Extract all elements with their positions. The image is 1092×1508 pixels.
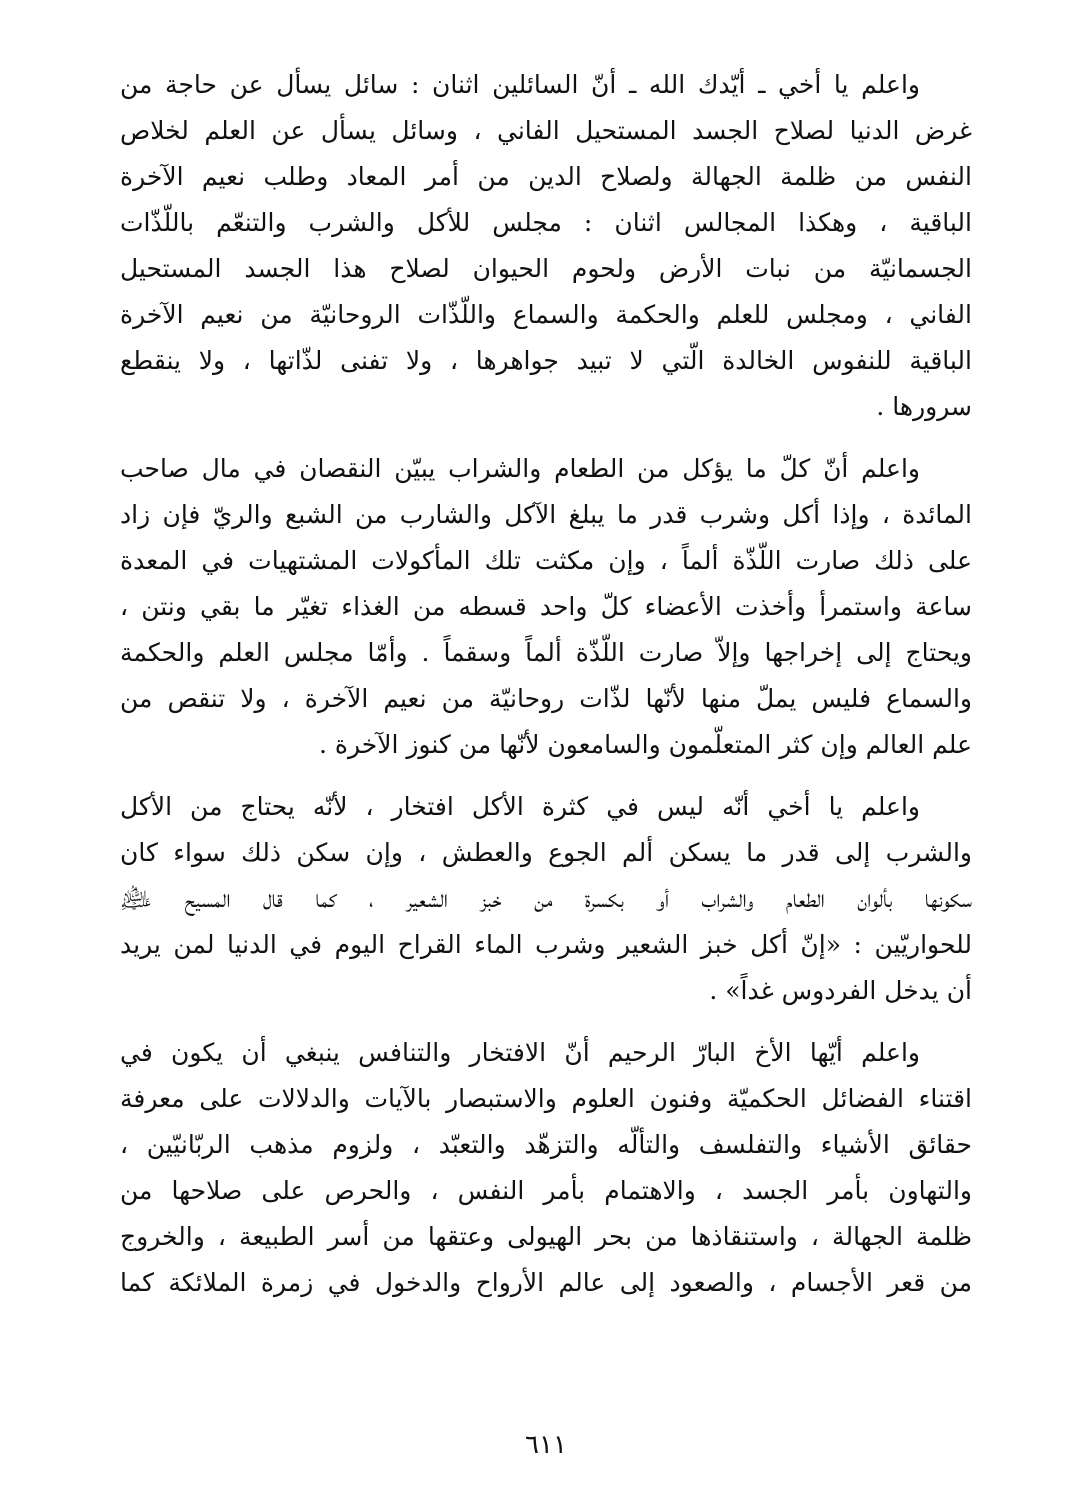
text-line: والشرب إلى قدر ما يسكن ألم الجوع والعطش ، وإن سكن ذلك سواء كان bbox=[120, 838, 972, 867]
text-line: ظلمة الجهالة ، واستنقاذها من بحر الهيولى وعتقها من أسر الطبيعة ، والخروج bbox=[120, 1222, 972, 1251]
paragraph bbox=[120, 784, 972, 1014]
text-line: للحواريّين : «إنّ أكل خبز الشعير وشرب الماء القراح اليوم في الدنيا لمن يريد bbox=[120, 930, 972, 959]
text-line: من قعر الأجسام ، والصعود إلى عالم الأرواح والدخول في زمرة الملائكة كما bbox=[120, 1268, 972, 1297]
text-line: غرض الدنيا لصلاح الجسد المستحيل الفاني ، وسائل يسأل عن العلم لخلاص bbox=[120, 116, 972, 145]
text-line: سرورها . bbox=[876, 392, 972, 421]
text-line: على ذلك صارت اللّذّة ألماً ، وإن مكثت تلك المأكولات المشتهيات في المعدة bbox=[120, 546, 972, 575]
text-line: علم العالم وإن كثر المتعلّمون والسامعون لأنّها من كنوز الآخرة . bbox=[318, 730, 972, 759]
paragraph bbox=[120, 446, 972, 768]
text-line: والسماع فليس يملّ منها لأنّها لذّات روحانيّة من نعيم الآخرة ، ولا تنقص من bbox=[120, 684, 972, 713]
text-line: الباقية ، وهكذا المجالس اثنان : مجلس للأكل والشرب والتنعّم باللّذّات bbox=[120, 208, 972, 237]
text-line: النفس من ظلمة الجهالة ولصلاح الدين من أمر المعاد وطلب نعيم الآخرة bbox=[120, 162, 972, 191]
paragraph bbox=[120, 1030, 972, 1306]
text-line: واعلم أيّها الأخ البارّ الرحيم أنّ الافتخار والتنافس ينبغي أن يكون في bbox=[120, 1038, 920, 1067]
text-line: حقائق الأشياء والتفلسف والتألّه والتزهّد والتعبّد ، ولزوم مذهب الربّانيّين ، bbox=[120, 1130, 972, 1159]
text-line: والتهاون بأمر الجسد ، والاهتمام بأمر النفس ، والحرص على صلاحها من bbox=[120, 1176, 972, 1205]
text-line: المائدة ، وإذا أكل وشرب قدر ما يبلغ الآكل والشارب من الشبع والريّ فإن زاد bbox=[120, 500, 972, 529]
text-line: واعلم أنّ كلّ ما يؤكل من الطعام والشراب يبيّن النقصان في مال صاحب bbox=[120, 454, 920, 483]
text-line: ساعة واستمرأ وأخذت الأعضاء كلّ واحد قسطه من الغذاء تغيّر ما بقي ونتن ، bbox=[120, 592, 972, 621]
text-line: الجسمانيّة من نبات الأرض ولحوم الحيوان لصلاح هذا الجسد المستحيل bbox=[120, 254, 972, 283]
page-number: ٦١١ bbox=[525, 1430, 567, 1460]
text-line: الباقية للنفوس الخالدة الّتي لا تبيد جواهرها ، ولا تفنى لذّاتها ، ولا ينقطع bbox=[120, 346, 972, 375]
text-line: الفاني ، ومجلس للعلم والحكمة والسماع واللّذّات الروحانيّة من نعيم الآخرة bbox=[120, 300, 972, 329]
text-line: واعلم يا أخي أنّه ليس في كثرة الأكل افتخار ، لأنّه يحتاج من الأكل bbox=[120, 792, 920, 821]
page-body bbox=[120, 62, 972, 1322]
text-line: ويحتاج إلى إخراجها وإلاّ صارت اللّذّة ألماً وسقماً . وأمّا مجلس العلم والحكمة bbox=[120, 638, 972, 667]
text-line: سكونها بألوان الطعام والشراب أو بكسرة من خبز الشعير ، كما قال المسيح ﵇ bbox=[120, 884, 972, 913]
text-line: أن يدخل الفردوس غداً» . bbox=[709, 976, 972, 1005]
paragraph bbox=[120, 62, 972, 430]
text-line: اقتناء الفضائل الحكميّة وفنون العلوم والاستبصار بالآيات والدلالات على معرفة bbox=[120, 1084, 972, 1113]
text-line: واعلم يا أخي ـ أيّدك الله ـ أنّ السائلين اثنان : سائل يسأل عن حاجة من bbox=[120, 70, 920, 99]
